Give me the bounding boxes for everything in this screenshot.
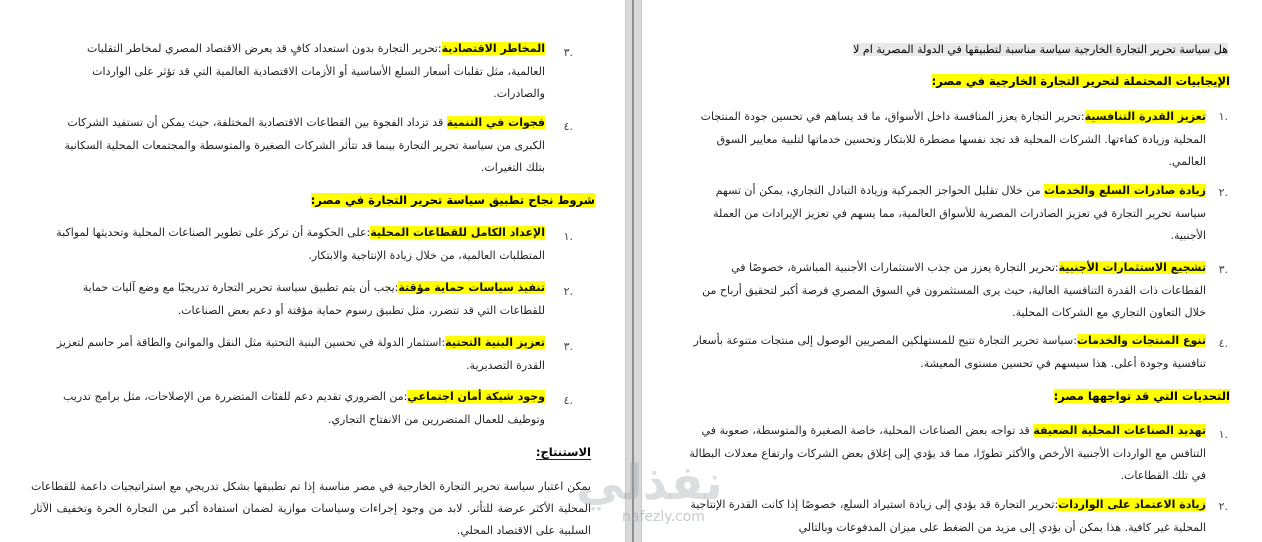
item-text: قد تزداد الفجوة بين القطاعات الاقتصادية المختلفة، حيث يمكن أن تستفيد الشركات الكبرى من سياسة تحرير التجارة بينما قد تتأثر الشركات الصغيرة والمتوسطة والمجتمعات المحلية السكانية بتلك التغيرات. (64, 116, 545, 174)
list-number: .٤ (563, 120, 573, 133)
item-title: تنفيذ سياسات حماية مؤقتة (398, 281, 545, 294)
item-text: :تحرير التجارة قد يؤدي إلى زيادة استيراد السلع، خصوصًا إذا كانت القدرة الإنتاجية المحلية غير كافية. هذا يمكن أن يؤدي إلى مزيد من الضغط على ميزان المدفوعات وبالتالي (690, 498, 1206, 534)
list-item (55, 277, 545, 322)
page-gutter (626, 0, 641, 542)
list-number: .٣ (563, 46, 573, 59)
list-number: .١ (1218, 110, 1228, 123)
list-number: .٤ (563, 394, 573, 407)
item-text: قد تواجه بعض الصناعات المحلية، خاصة الصغيرة والمتوسطة، صعوبة في التنافس مع الواردات الأجنبية الأرخص والأكثر تطورًا، مما قد يؤدي إلى إغلاق بعض الشركات وارتفاع معدلات البطالة في تلك القطاعات. (689, 424, 1206, 482)
item-title: وجود شبكة أمان اجتماعي (407, 390, 545, 403)
list-item (55, 332, 545, 377)
item-title: تعزيز القدرة التنافسية (1084, 110, 1206, 123)
page-divider (632, 0, 634, 542)
item-title: زيادة الاعتماد على الواردات (1058, 498, 1206, 511)
challenges-heading: التحديات التي قد تواجهها مصر: (1053, 389, 1230, 403)
item-text: :سياسة تحرير التجارة تتيح للمستهلكين المصريين الوصول إلى منتجات متنوعة بأسعار تنافسية وجودة أعلى. هذا سيسهم في تحسين مستوى المعيشة. (693, 334, 1206, 370)
conclusion-heading: الاستنتاج: (535, 445, 591, 459)
item-text: من خلال تقليل الحواجز الجمركية وزيادة التبادل التجاري، يمكن أن تسهم سياسة تحرير التجارة في تعزيز الصادرات المصرية للأسواق العالمية، مما يسهم في تعزيز الإيرادات من العملة الأجنبية. (713, 184, 1206, 242)
item-title: تنوع المنتجات والخدمات (1076, 334, 1206, 347)
watermark-arabic: نفذلي (576, 455, 723, 511)
list-item (55, 112, 545, 180)
list-number: .٣ (1218, 263, 1228, 276)
positives-heading: الإيجابيات المحتملة لتحرير التجارة الخارجية في مصر: (931, 74, 1230, 88)
list-number: .١ (563, 230, 573, 243)
list-item (686, 180, 1206, 248)
conditions-heading: شروط نجاح تطبيق سياسة تحرير التجارة في مصر: (310, 193, 595, 207)
list-item (55, 222, 545, 267)
item-title: تشجيع الاستثمارات الأجنبية (1058, 261, 1206, 274)
item-title: المخاطر الاقتصادية (441, 42, 545, 55)
item-text: :من الضروري تقديم دعم للفئات المتضررة من الإصلاحات، مثل برامج تدريب وتوظيف للعمال المتضررين من الانفتاح التجاري. (62, 390, 545, 426)
list-number: .٤ (1218, 337, 1228, 350)
item-title: زيادة صادرات السلع والخدمات (1044, 184, 1206, 197)
item-text: :تحرير التجارة يعزز من جذب الاستثمارات الأجنبية المباشرة، خصوصًا في القطاعات ذات القدرة التنافسية العالية، حيث يرى المستثمرون في السوق المصري فرصة أكبر لتحقيق أرباح من خلال التعاون التجاري مع الشركات المحلية. (702, 261, 1206, 319)
list-item (55, 386, 545, 431)
item-title: تعزيز البنية التحتية (445, 336, 545, 349)
list-number: .١ (1218, 428, 1228, 441)
item-title: فجوات في التنمية (446, 116, 545, 129)
conclusion-paragraph: يمكن اعتبار سياسة تحرير التجارة الخارجية في مصر مناسبة إذا تم تطبيقها بشكل تدريجي مع استراتيجيات داعمة للقطاعات المحلية الأكثر عرضة للتأثر. لابد من وجود إجراءات وسياسات موازية لضمان استفادة أكبر من التجارة الحرة وتخفيف الآثار السلبية على الاقتصاد المحلي. (31, 480, 591, 537)
item-text: :استثمار الدولة في تحسين البنية التحتية مثل النقل والموانئ والطاقة أمر حاسم لتعزيز القدرة التصديرية. (56, 336, 545, 372)
list-item (686, 420, 1206, 488)
list-item (686, 330, 1206, 375)
item-text: :تحرير التجارة يعزز المنافسة داخل الأسواق، ما قد يساهم في تحسين جودة المنتجات المحلية وزيادة كفاءتها. الشركات المحلية قد تجد نفسها مضطرة للابتكار وتحسين خدماتها لتلبية معايير السوق العالمي. (700, 110, 1206, 168)
question-line: هل سياسة تحرير التجارة الخارجية سياسة مناسبة لتطبيقها في الدولة المصرية ام لا (853, 43, 1228, 56)
list-number: .٢ (563, 285, 573, 298)
item-title: الإعداد الكامل للقطاعات المحلية (370, 226, 545, 239)
list-number: .٢ (1218, 186, 1228, 199)
item-title: تهديد الصناعات المحلية الضعيفة (1033, 424, 1206, 437)
list-item (686, 494, 1206, 539)
list-item (55, 38, 545, 106)
document-page-left (0, 0, 626, 542)
list-item (686, 257, 1206, 325)
watermark-latin: nafezly.com (622, 509, 705, 525)
list-item (686, 106, 1206, 174)
item-text: :على الحكومة أن تركز على تطوير الصناعات المحلية وتحديثها لمواكبة المتطلبات العالمية، من خلال زيادة الإنتاجية والابتكار. (56, 226, 545, 262)
item-text: :تحرير التجارة بدون استعداد كافٍ قد يعرض الاقتصاد المصري لمخاطر التقلبات العالمية، مثل تقلبات أسعار السلع الأساسية أو الأزمات الاقتصادية العالمية التي قد تؤثر على الواردات والصادرات. (87, 42, 545, 100)
item-text: :يجب أن يتم تطبيق سياسة تحرير التجارة تدريجيًا مع وضع آليات حماية للقطاعات التي قد تتضرر، مثل تطبيق رسوم حماية مؤقتة أو دعم بعض الصناعات. (82, 281, 545, 317)
list-number: .٢ (1218, 500, 1228, 513)
list-number: .٣ (563, 340, 573, 353)
document-page-right (641, 0, 1262, 542)
